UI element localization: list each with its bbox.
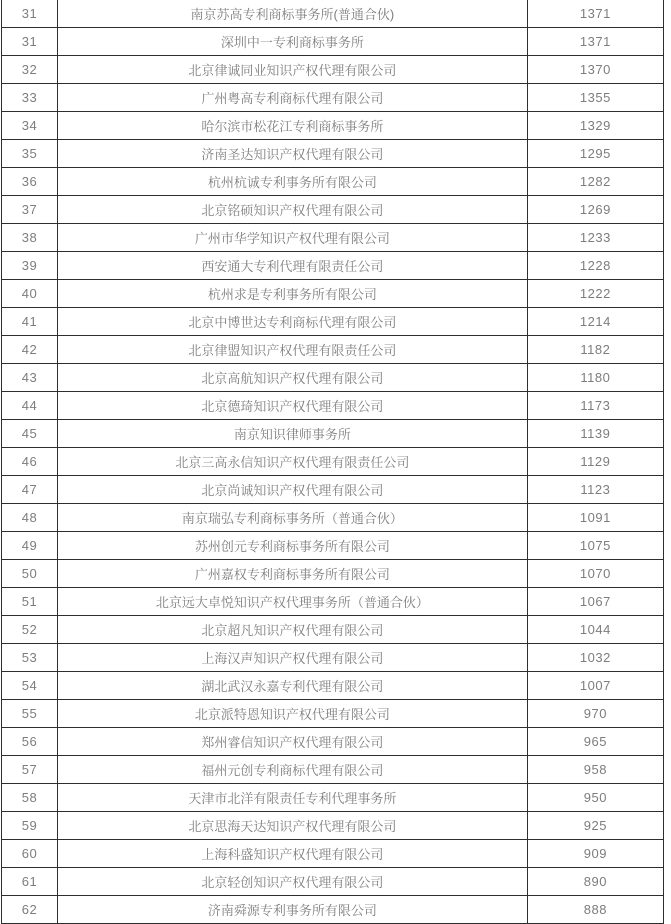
rank-cell: 55 [2,700,58,728]
table-row [2,56,664,84]
rank-cell: 61 [2,868,58,896]
table-row [2,644,664,672]
count-cell: 1091 [527,504,663,532]
rank-cell: 54 [2,672,58,700]
rank-cell: 43 [2,364,58,392]
rank-cell: 60 [2,840,58,868]
rank-cell: 38 [2,224,58,252]
table-row [2,308,664,336]
count-cell: 1233 [527,224,663,252]
agency-name-cell: 济南圣达知识产权代理有限公司 [57,140,527,168]
count-cell: 1269 [527,196,663,224]
rank-cell: 48 [2,504,58,532]
agency-name-cell: 上海汉声知识产权代理有限公司 [57,644,527,672]
count-cell: 1370 [527,56,663,84]
table-row [2,84,664,112]
agency-name-cell: 北京三高永信知识产权代理有限责任公司 [57,448,527,476]
agency-name-cell: 北京远大卓悦知识产权代理事务所（普通合伙） [57,588,527,616]
rank-cell: 39 [2,252,58,280]
agency-name-cell: 广州嘉权专利商标事务所有限公司 [57,560,527,588]
agency-name-cell: 深圳中一专利商标事务所 [57,28,527,56]
table-row [2,532,664,560]
count-cell: 1180 [527,364,663,392]
table-row [2,476,664,504]
rank-cell: 31 [2,0,58,28]
table-row [2,280,664,308]
agency-name-cell: 北京思海天达知识产权代理有限公司 [57,812,527,840]
rank-cell: 50 [2,560,58,588]
agency-name-cell: 北京尚诚知识产权代理有限公司 [57,476,527,504]
count-cell: 1371 [527,0,663,28]
table-row [2,504,664,532]
table-row [2,700,664,728]
table-row [2,392,664,420]
table-row [2,364,664,392]
count-cell: 1007 [527,672,663,700]
table-row [2,168,664,196]
table-row [2,616,664,644]
count-cell: 1173 [527,392,663,420]
rank-cell: 35 [2,140,58,168]
table-row [2,868,664,896]
rank-cell: 34 [2,112,58,140]
rank-cell: 41 [2,308,58,336]
count-cell: 965 [527,728,663,756]
rank-cell: 53 [2,644,58,672]
count-cell: 1129 [527,448,663,476]
table-row [2,812,664,840]
count-cell: 970 [527,700,663,728]
agency-name-cell: 北京派特恩知识产权代理有限公司 [57,700,527,728]
table-row [2,784,664,812]
table-row [2,140,664,168]
table-row [2,448,664,476]
agency-name-cell: 北京高航知识产权代理有限公司 [57,364,527,392]
rank-cell: 59 [2,812,58,840]
table-row [2,252,664,280]
table-row [2,224,664,252]
agency-name-cell: 苏州创元专利商标事务所有限公司 [57,532,527,560]
agency-name-cell: 北京德琦知识产权代理有限公司 [57,392,527,420]
agency-name-cell: 天津市北洋有限责任专利代理事务所 [57,784,527,812]
count-cell: 1214 [527,308,663,336]
rank-cell: 47 [2,476,58,504]
rank-cell: 33 [2,84,58,112]
table-row [2,560,664,588]
rank-cell: 51 [2,588,58,616]
agency-name-cell: 北京律诚同业知识产权代理有限公司 [57,56,527,84]
agency-name-cell: 北京律盟知识产权代理有限责任公司 [57,336,527,364]
count-cell: 909 [527,840,663,868]
agency-name-cell: 西安通大专利代理有限责任公司 [57,252,527,280]
count-cell: 1044 [527,616,663,644]
rank-cell: 45 [2,420,58,448]
agency-name-cell: 北京超凡知识产权代理有限公司 [57,616,527,644]
agency-name-cell: 上海科盛知识产权代理有限公司 [57,840,527,868]
table-row [2,672,664,700]
count-cell: 1123 [527,476,663,504]
agency-name-cell: 杭州求是专利事务所有限公司 [57,280,527,308]
rank-cell: 31 [2,28,58,56]
agency-name-cell: 哈尔滨市松花江专利商标事务所 [57,112,527,140]
count-cell: 1067 [527,588,663,616]
count-cell: 950 [527,784,663,812]
rank-cell: 44 [2,392,58,420]
table-row [2,336,664,364]
agency-name-cell: 北京铭硕知识产权代理有限公司 [57,196,527,224]
count-cell: 1295 [527,140,663,168]
rank-cell: 32 [2,56,58,84]
table-row [2,28,664,56]
count-cell: 1228 [527,252,663,280]
rank-cell: 57 [2,756,58,784]
agency-name-cell: 杭州杭诚专利事务所有限公司 [57,168,527,196]
count-cell: 1329 [527,112,663,140]
table-body [2,0,664,924]
rank-cell: 37 [2,196,58,224]
agency-ranking-table [1,0,664,924]
agency-name-cell: 北京中博世达专利商标代理有限公司 [57,308,527,336]
agency-name-cell: 广州市华学知识产权代理有限公司 [57,224,527,252]
agency-name-cell: 南京知识律师事务所 [57,420,527,448]
table-row [2,588,664,616]
rank-cell: 40 [2,280,58,308]
agency-name-cell: 南京苏高专利商标事务所(普通合伙) [57,0,527,28]
table-row [2,0,664,28]
count-cell: 1222 [527,280,663,308]
count-cell: 1139 [527,420,663,448]
count-cell: 1075 [527,532,663,560]
rank-cell: 42 [2,336,58,364]
count-cell: 1355 [527,84,663,112]
count-cell: 890 [527,868,663,896]
table-row [2,112,664,140]
count-cell: 1032 [527,644,663,672]
count-cell: 958 [527,756,663,784]
table-row [2,756,664,784]
table-row [2,196,664,224]
rank-cell: 36 [2,168,58,196]
count-cell: 888 [527,896,663,924]
table-row [2,840,664,868]
count-cell: 1371 [527,28,663,56]
rank-cell: 56 [2,728,58,756]
rank-cell: 58 [2,784,58,812]
rank-cell: 62 [2,896,58,924]
agency-name-cell: 北京轻创知识产权代理有限公司 [57,868,527,896]
count-cell: 925 [527,812,663,840]
agency-name-cell: 广州粤高专利商标代理有限公司 [57,84,527,112]
agency-name-cell: 南京瑞弘专利商标事务所（普通合伙） [57,504,527,532]
count-cell: 1182 [527,336,663,364]
agency-name-cell: 济南舜源专利事务所有限公司 [57,896,527,924]
rank-cell: 52 [2,616,58,644]
table-row [2,420,664,448]
count-cell: 1282 [527,168,663,196]
count-cell: 1070 [527,560,663,588]
agency-name-cell: 福州元创专利商标代理有限公司 [57,756,527,784]
rank-cell: 46 [2,448,58,476]
table-row [2,896,664,924]
table-row [2,728,664,756]
rank-cell: 49 [2,532,58,560]
agency-name-cell: 郑州睿信知识产权代理有限公司 [57,728,527,756]
agency-name-cell: 湖北武汉永嘉专利代理有限公司 [57,672,527,700]
